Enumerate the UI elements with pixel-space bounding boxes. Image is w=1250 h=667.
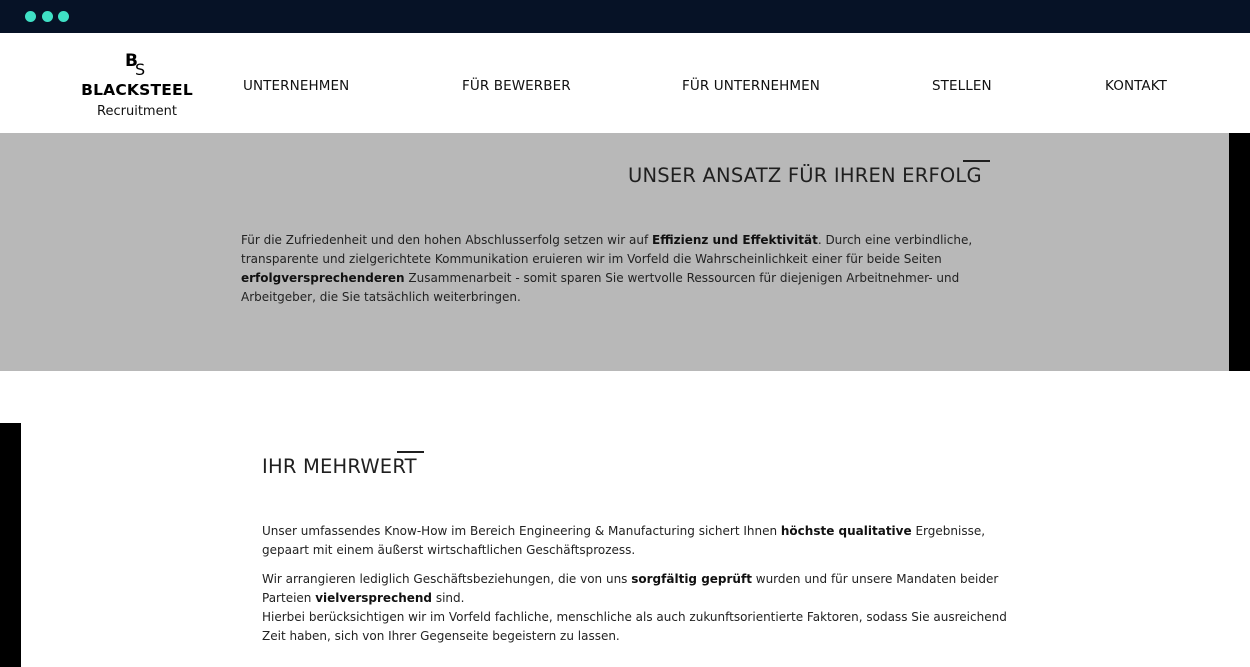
value-emphasis-1: höchste qualitative	[780, 524, 912, 538]
window-dot-3[interactable]	[58, 11, 69, 22]
decorative-bar-left	[0, 423, 21, 667]
nav-fuer-unternehmen[interactable]: FÜR UNTERNEHMEN	[682, 78, 821, 94]
window-dot-1[interactable]	[25, 11, 36, 22]
value-paragraph-3: Hierbei berücksichtigen wir im Vorfeld fachliche, menschliche als auch zukunftsorientierte Faktoren, sodass Sie ausreichend Zeit haben, sich von Ihrer Gegenseite begeistern zu lassen.	[262, 610, 1007, 643]
approach-heading: UNSER ANSATZ FÜR IHREN ERFOLG	[628, 164, 982, 187]
nav-unternehmen[interactable]: UNTERNEHMEN	[243, 78, 350, 94]
approach-paragraph: Für die Zufriedenheit und den hohen Abschlusserfolg setzen wir auf Effizienz und Effektivität. Durch eine verbindliche, transparente und zielgerichtete Kommunikation eruieren wir im Vorfeld die Wahrscheinlichkeit einer für beide Seiten erfolgversprechenderen Zusammenarbeit - somit sparen Sie wertvolle Ressourcen für diejenigen Arbeitnehmer- und Arbeitgeber, die Sie tatsächlich weiterbringen.	[241, 233, 973, 304]
logo-mark-icon	[122, 49, 152, 77]
value-paragraph-1: Unser umfassendes Know-How im Bereich Engineering & Manufacturing sichert Ihnen höchste qualitative Ergebnisse, gepaart mit einem äußerst wirtschaftlichen Geschäftsprozess.	[262, 524, 986, 557]
value-paragraph-2: Wir arrangieren lediglich Geschäftsbeziehungen, die von uns sorgfältig geprüft wurden und für unsere Mandaten beider Parteien vielversprechend sind. Hierbei berücksichtigen wir im Vorfeld fachliche, menschliche als auch zukunftsorientierte Faktoren, sodass Sie ausreichend Zeit haben, sich von Ihrer Gegenseite begeistern zu lassen.	[262, 572, 1007, 643]
window-dot-2[interactable]	[42, 11, 53, 22]
svg-text:B: B	[125, 51, 138, 71]
site-header	[0, 33, 1250, 133]
svg-text:S: S	[135, 60, 146, 77]
value-heading: IHR MEHRWERT	[262, 455, 417, 478]
decorative-bar-right	[1229, 133, 1250, 371]
nav-stellen[interactable]: STELLEN	[932, 78, 992, 94]
window-titlebar	[0, 0, 1250, 33]
approach-emphasis-2: erfolgversprechenderen	[241, 271, 405, 285]
logo-name: BLACKSTEEL	[81, 81, 193, 99]
nav-kontakt[interactable]: KONTAKT	[1105, 78, 1168, 94]
value-heading-accent	[397, 451, 424, 453]
approach-heading-accent	[963, 160, 990, 162]
logo-subtitle: Recruitment	[97, 104, 177, 119]
value-emphasis-2: sorgfältig geprüft	[631, 572, 752, 586]
site-logo[interactable]	[78, 49, 196, 125]
approach-emphasis-1: Effizienz und Effektivität	[652, 233, 818, 247]
nav-fuer-bewerber[interactable]: FÜR BEWERBER	[462, 78, 571, 94]
value-emphasis-3: vielversprechend	[315, 591, 433, 605]
